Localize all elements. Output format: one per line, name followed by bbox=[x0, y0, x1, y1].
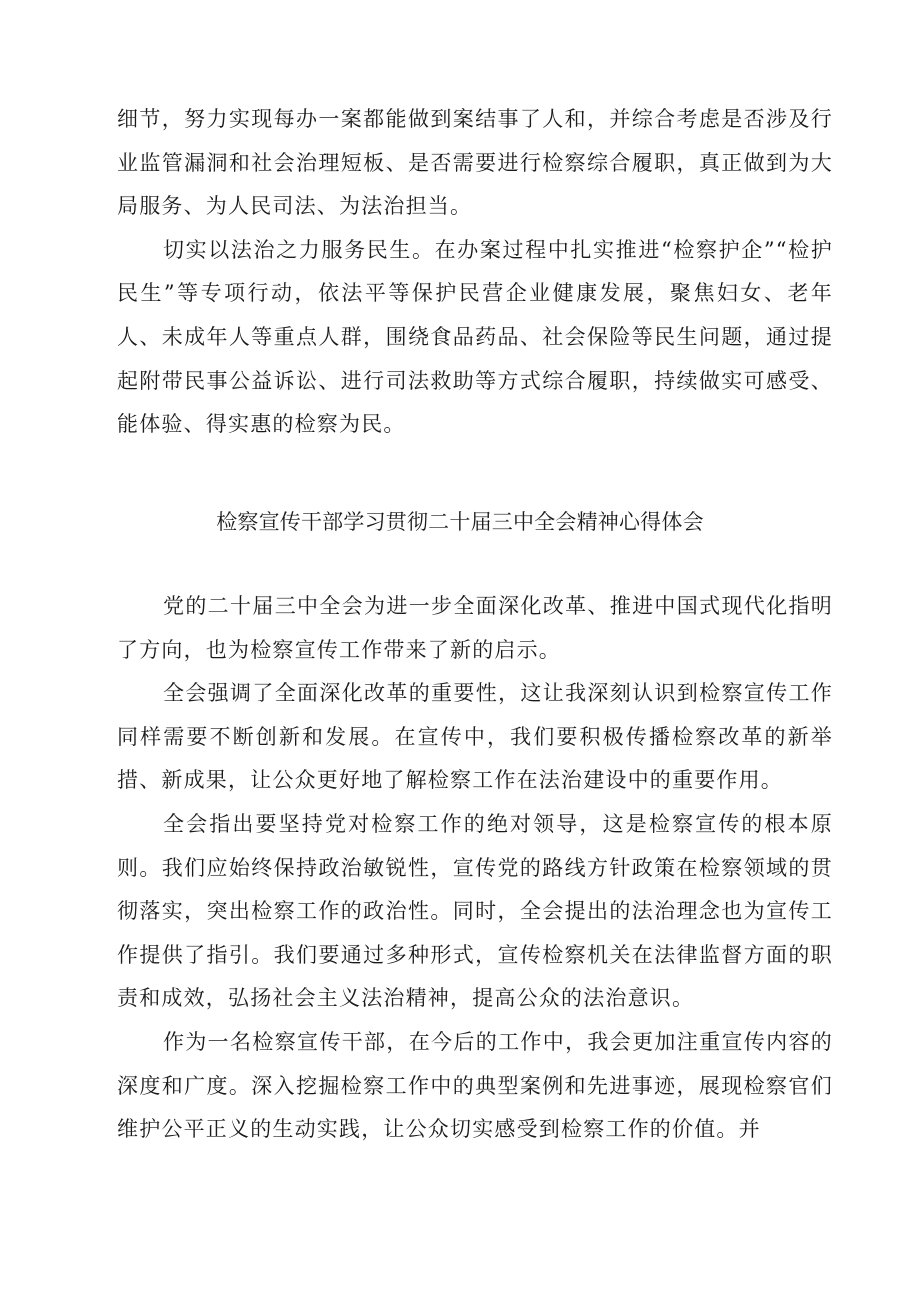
article-title: 检察宣传干部学习贯彻二十届三中全会精神心得体会 bbox=[216, 510, 704, 534]
top-section bbox=[117, 98, 833, 447]
paragraph-reform: 全会强调了全面深化改革的重要性，这让我深刻认识到检察宣传工作同样需要不断创新和发展。在宣传中，我们要积极传播检察改革的新举措、新成果，让公众更好地了解检察工作在法治建设中的重要作用。 bbox=[117, 681, 833, 793]
paragraph-commitment: 作为一名检察宣传干部，在今后的工作中，我会更加注重宣传内容的深度和广度。深入挖掘检察工作中的典型案例和先进事迹，展现检察官们维护公平正义的生动实践，让公众切实感受到检察工作的价值。并 bbox=[117, 1029, 833, 1142]
paragraph-people-livelihood: 切实以法治之力服务民生。在办案过程中扎实推进“检察护企”“检护民生”等专项行动，依法平等保护民营企业健康发展，聚焦妇女、老年人、未成年人等重点人群，围绕食品药品、社会保险等民生问题，通过提起附带民事公益诉讼、进行司法救助等方式综合履职，持续做实可感受、能体验、得实惠的检察为民。 bbox=[117, 237, 833, 437]
article-body bbox=[117, 585, 833, 1152]
paragraph-leadership: 全会指出要坚持党对检察工作的绝对领导，这是检察宣传的根本原则。我们应始终保持政治敏锐性，宣传党的路线方针政策在检察领域的贯彻落实，突出检察工作的政治性。同时，全会提出的法治理念也为宣传工作提供了指引。我们要通过多种形式，宣传检察机关在法律监督方面的职责和成效，弘扬社会主义法治精神，提高公众的法治意识。 bbox=[117, 811, 833, 1011]
paragraph-intro: 党的二十届三中全会为进一步全面深化改革、推进中国式现代化指明了方向，也为检察宣传工作带来了新的启示。 bbox=[117, 594, 833, 662]
paragraph-continuation: 细节，努力实现每办一案都能做到案结事了人和，并综合考虑是否涉及行业监管漏洞和社会治理短板、是否需要进行检察综合履职，真正做到为大局服务、为人民司法、为法治担当。 bbox=[117, 107, 833, 219]
